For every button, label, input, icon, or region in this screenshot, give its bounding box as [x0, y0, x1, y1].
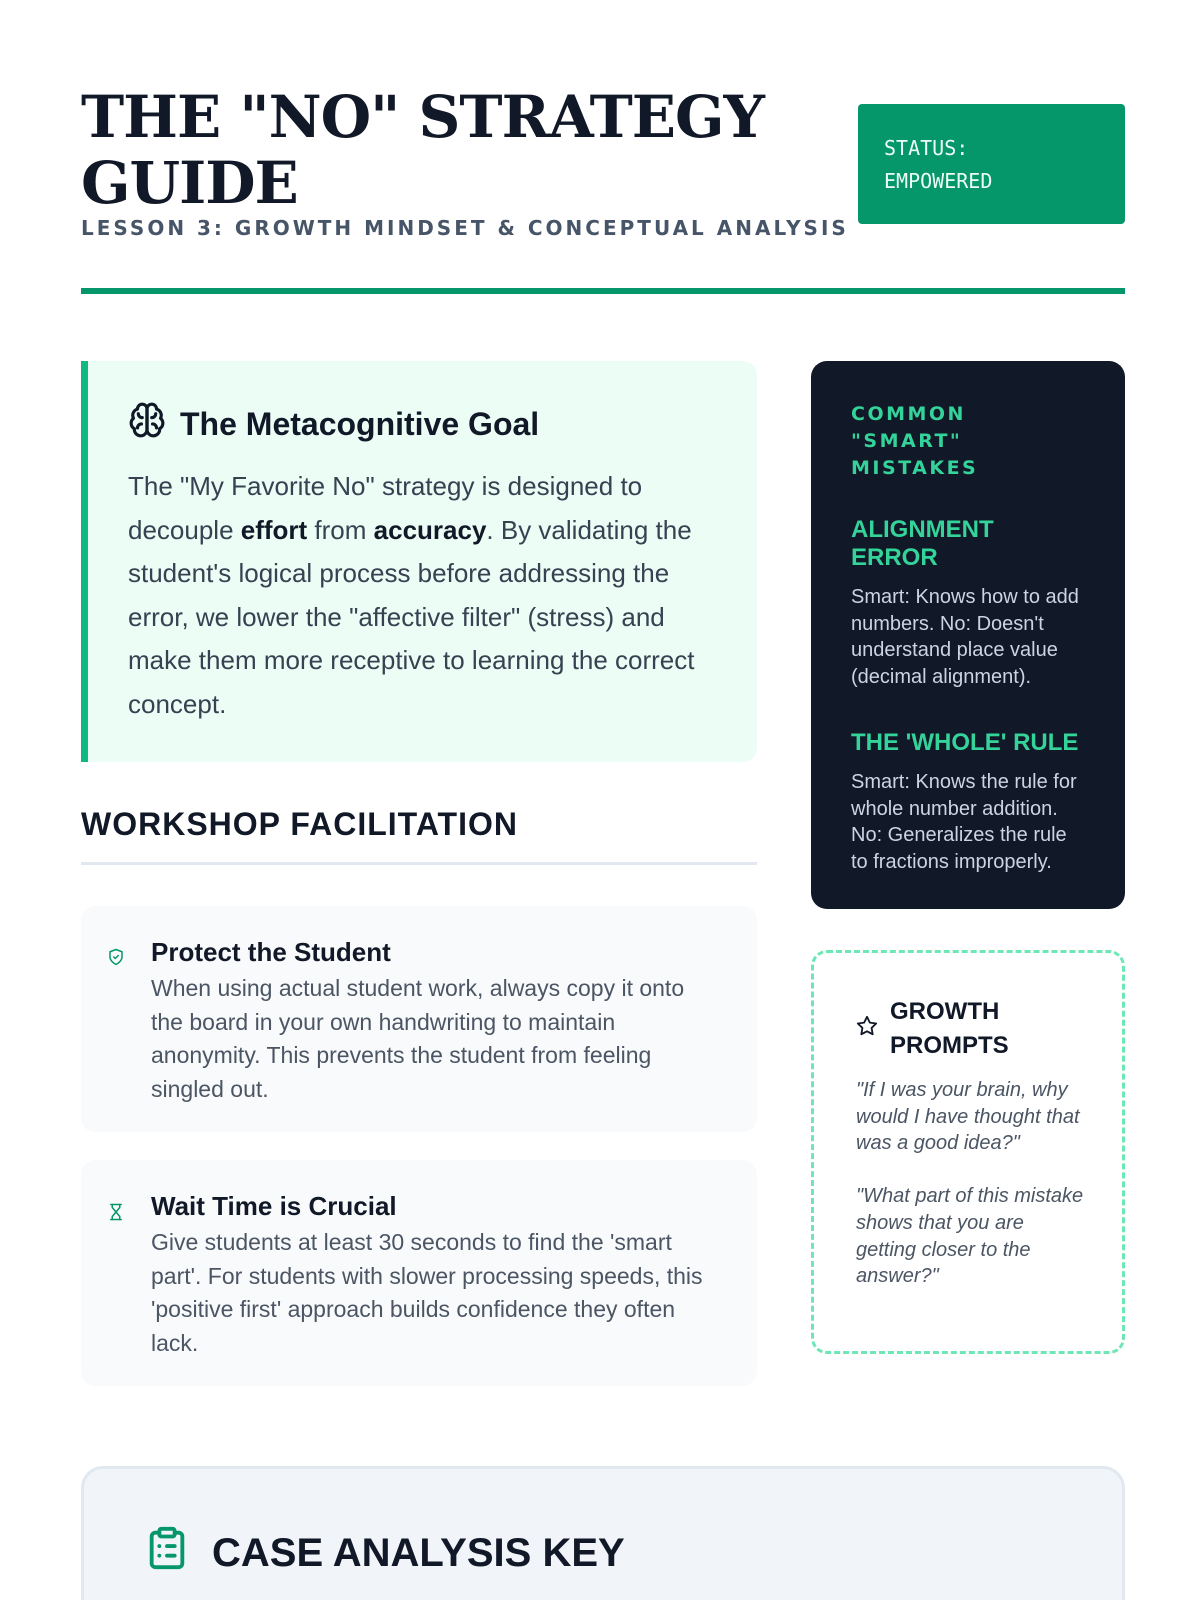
- page-header: [81, 84, 1125, 294]
- tip-card-protect-student: [81, 906, 757, 1132]
- goal-heading: [128, 401, 717, 447]
- workshop-divider: [81, 862, 757, 865]
- tip-card-text: Give students at least 30 seconds to find the 'smart part'. For students with slower processing speeds, this 'positive first' approach builds confidence they often lack.: [151, 1229, 703, 1356]
- growth-prompts-panel: [811, 950, 1125, 1354]
- hourglass-icon: [107, 1202, 125, 1227]
- growth-prompt: "What part of this mistake shows that you are getting closer to the answer?": [856, 1185, 1084, 1288]
- tip-card-text: When using actual student work, always copy it onto the board in your own handwriting to maintain anonymity. This prevents the student from feeling singled out.: [151, 975, 685, 1102]
- tip-card-title: Protect the Student: [151, 937, 391, 967]
- star-icon: [856, 1013, 878, 1047]
- goal-emphasis-effort: effort: [240, 514, 308, 545]
- growth-prompt: "If I was your brain, why would I have thought that was a good idea?": [856, 1079, 1080, 1155]
- prompts-heading: [856, 995, 1086, 1063]
- case-analysis-panel: [81, 1466, 1125, 1600]
- goal-body: [128, 465, 717, 726]
- header-divider: [81, 288, 1125, 294]
- mistake-title: THE 'WHOLE' RULE: [851, 728, 1079, 756]
- goal-emphasis-accuracy: accuracy: [373, 514, 487, 545]
- mistake-title: ALIGNMENT ERROR: [851, 516, 994, 571]
- mistake-text: Smart: Knows the rule for whole number addition. No: Generalizes the rule to fractions improperly.: [851, 770, 1077, 873]
- goal-text-part: The "My Favorite No" strategy is designed to decouple: [128, 471, 643, 545]
- metacognitive-goal-panel: [81, 361, 757, 762]
- case-heading: [144, 1523, 1062, 1583]
- status-value: EMPOWERED: [884, 169, 993, 193]
- status-badge: [858, 104, 1125, 224]
- clipboard-icon: [144, 1523, 190, 1583]
- page-title: THE "NO" STRATEGY GUIDE: [81, 83, 764, 217]
- prompts-heading-text: GROWTH PROMPTS: [890, 998, 1009, 1059]
- page-subtitle: LESSON 3: GROWTH MINDSET & CONCEPTUAL ANALYSIS: [81, 216, 849, 240]
- goal-heading-text: The Metacognitive Goal: [180, 405, 540, 442]
- brain-icon: [128, 401, 166, 447]
- case-heading-text: CASE ANALYSIS KEY: [212, 1530, 625, 1575]
- tip-card-title: Wait Time is Crucial: [151, 1191, 397, 1221]
- tip-card-wait-time: [81, 1160, 757, 1386]
- shield-icon: [107, 948, 125, 971]
- mistake-text: Smart: Knows how to add numbers. No: Doesn't understand place value (decimal alignment).: [851, 586, 1079, 689]
- workshop-heading: WORKSHOP FACILITATION: [81, 806, 518, 842]
- common-mistakes-panel: [811, 361, 1125, 909]
- status-label: STATUS:: [884, 136, 969, 160]
- goal-text-part: . By validating the student's logical process before addressing the error, we lower the "affective filter" (stress) and make them more receptive to learning the correct concept.: [128, 514, 695, 719]
- goal-text-part: from: [307, 514, 374, 545]
- mistakes-heading: COMMON "SMART" MISTAKES: [851, 403, 979, 479]
